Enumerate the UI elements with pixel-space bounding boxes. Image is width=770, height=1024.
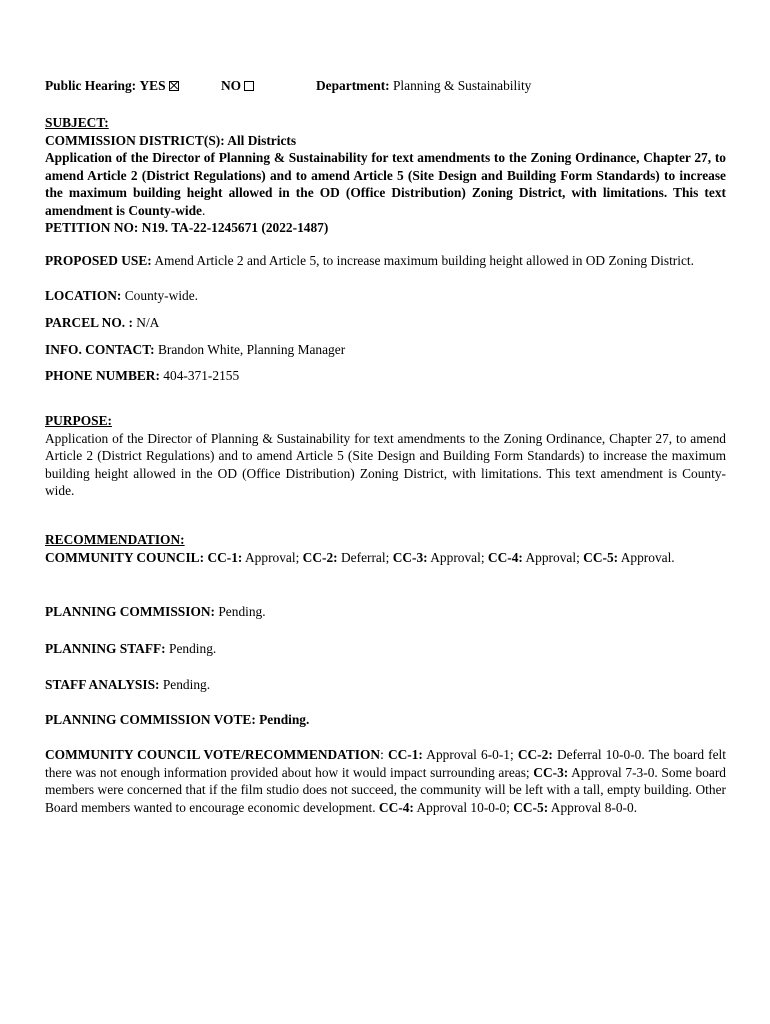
proposed-use-label: PROPOSED USE: xyxy=(45,253,152,268)
header-row xyxy=(45,77,726,95)
phone-value: 404-371-2155 xyxy=(163,368,240,383)
purpose-heading: PURPOSE: xyxy=(45,413,112,428)
cc-vote-cc5-text: Approval 8-0-0. xyxy=(550,799,638,815)
cc2-label: CC-2: xyxy=(302,549,338,565)
cc3-label: CC-3: xyxy=(392,549,428,565)
no-label: NO xyxy=(221,78,242,93)
staff-analysis xyxy=(45,676,726,694)
planning-commission-label: PLANNING COMMISSION: xyxy=(45,604,215,619)
yes-checkbox-checked[interactable] xyxy=(169,81,179,91)
location-value: County-wide. xyxy=(124,288,199,303)
cc-vote-cc4-text: Approval 10-0-0; xyxy=(416,799,510,815)
parcel xyxy=(45,314,726,332)
cc3-value: Approval; xyxy=(430,549,485,565)
no-checkbox-unchecked[interactable] xyxy=(244,81,254,91)
info-contact xyxy=(45,341,726,359)
subject-section xyxy=(45,114,726,237)
planning-staff-label: PLANNING STAFF: xyxy=(45,641,166,656)
location-label: LOCATION: xyxy=(45,288,122,303)
cc-vote-cc3-label: CC-3: xyxy=(533,764,569,780)
parcel-label: PARCEL NO. : xyxy=(45,315,133,330)
planning-commission-value: Pending. xyxy=(218,604,266,619)
cc1-label: CC-1: xyxy=(207,549,243,565)
cc-vote-colon: : xyxy=(380,747,384,762)
public-hearing-label: Public Hearing: xyxy=(45,78,137,93)
phone-number xyxy=(45,367,726,385)
cc-vote-cc1-text: Approval 6-0-1; xyxy=(426,747,514,762)
planning-commission xyxy=(45,603,726,621)
proposed-use-value: Amend Article 2 and Article 5, to increase maximum building height allowed in OD Zoning District. xyxy=(154,253,694,268)
commission-districts: COMMISSION DISTRICT(S): All Districts xyxy=(45,132,297,148)
planning-commission-vote: PLANNING COMMISSION VOTE: Pending. xyxy=(45,712,310,727)
staff-analysis-value: Pending. xyxy=(162,677,211,692)
cc-vote-cc4-label: CC-4: xyxy=(378,799,414,815)
purpose-section xyxy=(45,412,726,500)
purpose-text: Application of the Director of Planning & Sustainability for text amendments to the Zoning Ordinance, Chapter 27, to amend Article 2 (District Regulations) and to amend Article 5 (Site Design and Building Form Standards) to increase the maximum building height allowed in the OD (Office Distribution) Zoning District, with limitations. This text amendment is County-wide. xyxy=(45,430,726,498)
petition-number: PETITION NO: N19. TA-22-1245671 (2022-1487) xyxy=(45,220,329,235)
cc4-label: CC-4: xyxy=(487,549,523,565)
cc-vote-cc2-label: CC-2: xyxy=(517,747,553,762)
recommendation-heading: RECOMMENDATION: xyxy=(45,532,185,547)
location xyxy=(45,287,726,305)
department-value: Planning & Sustainability xyxy=(392,78,532,93)
planning-staff-value: Pending. xyxy=(169,641,217,656)
cc-vote-cc3-text: Approval 7-3-0. Some board members were concerned that if the film studio does not succeed, the community will be left with a tall, empty building. Other Board members wanted to encourage economic development. xyxy=(45,764,726,815)
department-label: Department: xyxy=(316,78,390,93)
phone-label: PHONE NUMBER: xyxy=(45,368,160,383)
proposed-use xyxy=(45,252,726,270)
cc-vote-label: COMMUNITY COUNCIL VOTE/RECOMMENDATION xyxy=(45,747,381,762)
contact-value: Brandon White, Planning Manager xyxy=(157,342,346,357)
cc-vote-cc2-text: Deferral 10-0-0. The board felt there was not enough information provided about how it would impact surrounding areas; xyxy=(45,747,726,780)
cc5-label: CC-5: xyxy=(583,549,619,565)
staff-analysis-label: STAFF ANALYSIS: xyxy=(45,677,160,692)
cc1-value: Approval; xyxy=(245,549,300,565)
community-council-vote xyxy=(45,746,726,816)
subject-description: Application of the Director of Planning & Sustainability for text amendments to the Zoning Ordinance, Chapter 27, to amend Article 2 (District Regulations) and to amend Article 5 (Site Design and Building Form Standards) to increase the maximum building height allowed in the OD (Office Distribution) Zoning District, with limitations. This text amendment is County-wide xyxy=(45,150,726,218)
subject-description-end: . xyxy=(201,202,206,218)
community-council-label: COMMUNITY COUNCIL: xyxy=(45,549,205,565)
cc-vote-cc5-label: CC-5: xyxy=(513,799,549,815)
yes-label: YES xyxy=(139,78,166,93)
subject-heading: SUBJECT: xyxy=(45,115,109,130)
community-council-recommendation xyxy=(45,549,726,567)
cc5-value: Approval. xyxy=(620,549,675,565)
cc2-value: Deferral; xyxy=(341,549,390,565)
planning-staff xyxy=(45,640,726,658)
cc-vote-cc1-label: CC-1: xyxy=(387,747,423,762)
parcel-value: N/A xyxy=(136,315,160,330)
contact-label: INFO. CONTACT: xyxy=(45,342,155,357)
recommendation-section xyxy=(45,531,726,566)
cc4-value: Approval; xyxy=(525,549,580,565)
